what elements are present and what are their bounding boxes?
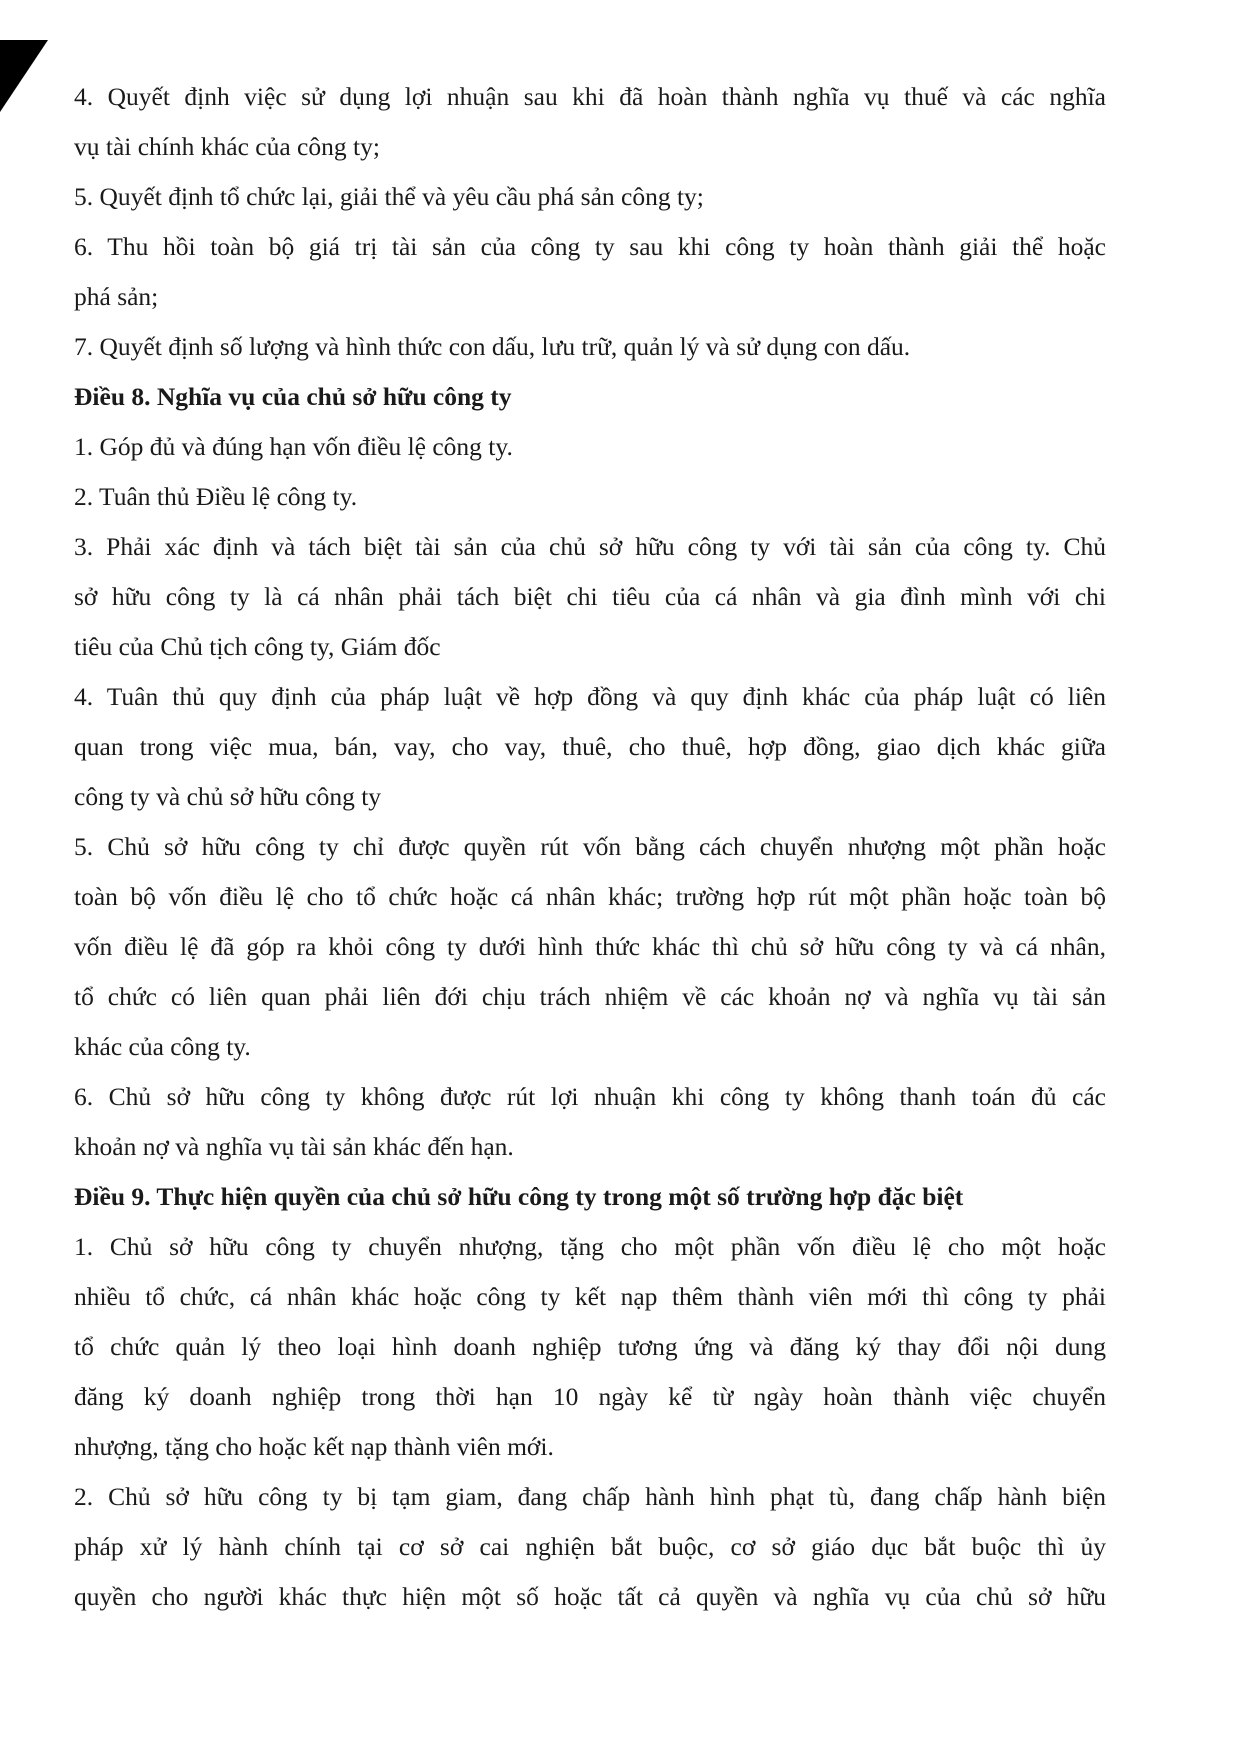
text-line: vụ tài chính khác của công ty; (74, 132, 380, 161)
text-line: sở hữu công ty là cá nhân phải tách biệt chi tiêu của cá nhân và gia đình mình với chi (74, 582, 1106, 611)
section-heading: Điều 8. Nghĩa vụ của chủ sở hữu công ty (74, 382, 512, 411)
text-line: 3. Phải xác định và tách biệt tài sản của chủ sở hữu công ty với tài sản của công ty. Chủ (74, 532, 1106, 561)
text-line: 1. Chủ sở hữu công ty chuyển nhượng, tặng cho một phần vốn điều lệ cho một hoặc (74, 1232, 1106, 1261)
text-line: toàn bộ vốn điều lệ cho tổ chức hoặc cá nhân khác; trường hợp rút một phần hoặc toàn bộ (74, 882, 1106, 911)
section-heading: Điều 9. Thực hiện quyền của chủ sở hữu công ty trong một số trường hợp đặc biệt (74, 1182, 964, 1211)
text-line: pháp xử lý hành chính tại cơ sở cai nghiện bắt buộc, cơ sở giáo dục bắt buộc thì ủy (74, 1532, 1106, 1561)
text-line: tổ chức quản lý theo loại hình doanh nghiệp tương ứng và đăng ký thay đổi nội dung (74, 1332, 1106, 1361)
text-line: 7. Quyết định số lượng và hình thức con dấu, lưu trữ, quản lý và sử dụng con dấu. (74, 332, 911, 361)
text-line: 2. Chủ sở hữu công ty bị tạm giam, đang chấp hành hình phạt tù, đang chấp hành biện (74, 1482, 1106, 1511)
text-line: 4. Quyết định việc sử dụng lợi nhuận sau khi đã hoàn thành nghĩa vụ thuế và các nghĩa (74, 82, 1106, 111)
text-line: 1. Góp đủ và đúng hạn vốn điều lệ công ty. (74, 432, 513, 461)
text-line: tổ chức có liên quan phải liên đới chịu trách nhiệm về các khoản nợ và nghĩa vụ tài sản (74, 982, 1106, 1011)
text-line: nhiều tổ chức, cá nhân khác hoặc công ty kết nạp thêm thành viên mới thì công ty phải (74, 1282, 1106, 1311)
text-line: 6. Chủ sở hữu công ty không được rút lợi nhuận khi công ty không thanh toán đủ các (74, 1082, 1106, 1111)
text-line: 4. Tuân thủ quy định của pháp luật về hợp đồng và quy định khác của pháp luật có liên (74, 682, 1106, 711)
text-line: quyền cho người khác thực hiện một số hoặc tất cả quyền và nghĩa vụ của chủ sở hữu (74, 1582, 1106, 1611)
text-line: phá sản; (74, 282, 159, 311)
text-line: vốn điều lệ đã góp ra khỏi công ty dưới hình thức khác thì chủ sở hữu công ty và cá nhân, (74, 932, 1106, 961)
text-line: 2. Tuân thủ Điều lệ công ty. (74, 482, 358, 511)
text-line: 5. Quyết định tổ chức lại, giải thể và yêu cầu phá sản công ty; (74, 182, 704, 211)
text-line: 5. Chủ sở hữu công ty chỉ được quyền rút vốn bằng cách chuyển nhượng một phần hoặc (74, 832, 1106, 861)
text-line: công ty và chủ sở hữu công ty (74, 782, 382, 811)
text-line: nhượng, tặng cho hoặc kết nạp thành viên mới. (74, 1432, 554, 1461)
scan-corner-mark (0, 40, 48, 112)
text-line: quan trong việc mua, bán, vay, cho vay, thuê, cho thuê, hợp đồng, giao dịch khác giữa (74, 732, 1106, 761)
text-line: 6. Thu hồi toàn bộ giá trị tài sản của công ty sau khi công ty hoàn thành giải thể hoặc (74, 232, 1106, 261)
document-page (74, 72, 1106, 1622)
text-line: khác của công ty. (74, 1032, 251, 1061)
text-line: khoản nợ và nghĩa vụ tài sản khác đến hạn. (74, 1132, 514, 1161)
text-line: đăng ký doanh nghiệp trong thời hạn 10 ngày kể từ ngày hoàn thành việc chuyển (74, 1382, 1106, 1411)
text-line: tiêu của Chủ tịch công ty, Giám đốc (74, 632, 441, 661)
